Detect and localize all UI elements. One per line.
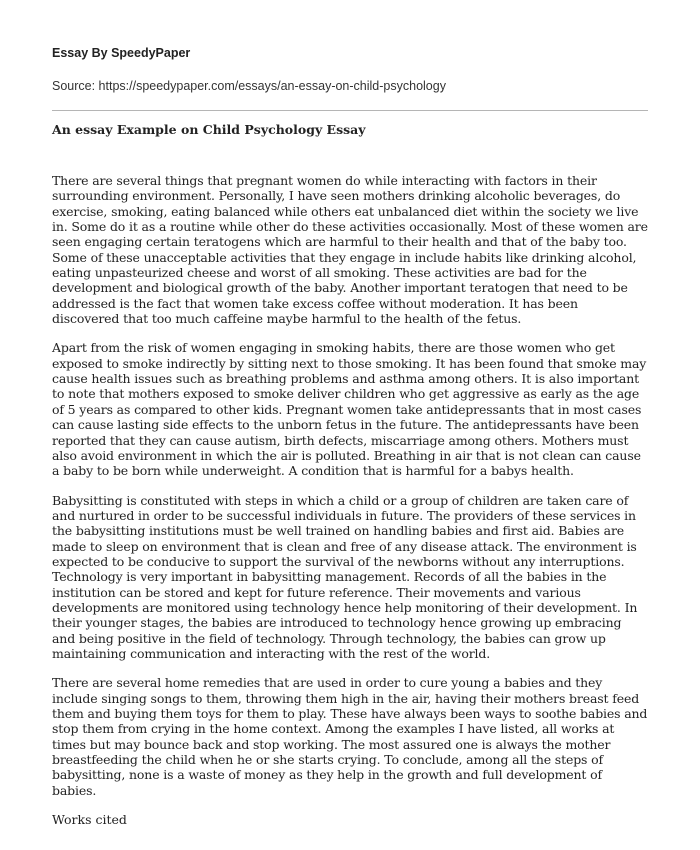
essay-paragraph-3: Babysitting is constituted with steps in which a child or a group of children are taken care of and nurtured in order to be successful individuals in future. The providers of these services in the babysitting institutions must be well trained on handling babies and first aid. Babies are made to sleep on environment that is clean and free of any disease attack. The environment is expected to be conducive to support the survival of the newborns without any interruptions. Technology is very important in babysitting management. Records of all the babies in the institution can be stored and kept for future reference. Their movements and various developments are monitored using technology hence help monitoring of their development. In their younger stages, the babies are introduced to technology hence growing up embracing and being positive in the field of technology. Through technology, the babies can grow up maintaining communication and interacting with the rest of the world. xyxy=(52,492,638,661)
essay-paragraph-1: There are several things that pregnant women do while interacting with factors in their surrounding environment. Personally, I have seen mothers drinking alcoholic beverages, do exercise, smoking, eating balanced while others eat unbalanced diet within the society we live in. Some do it as a routine while other do these activities occasionally. Most of these women are seen engaging certain teratogens which are harmful to their health and that of the baby too. Some of these unacceptable activities that they engage in include habits like drinking alcohol, eating unpasteurized cheese and worst of all smoking. These activities are bad for the development and biological growth of the baby. Another important teratogen that need to be addressed is the fact that women take excess coffee without moderation. It has been discovered that too much caffeine maybe harmful to the health of the fetus. xyxy=(52,173,648,327)
source-line: Source: https://speedypaper.com/essays/an-essay-on-child-psychology xyxy=(52,79,446,93)
essay-paragraph-2: Apart from the risk of women engaging in smoking habits, there are those women who get exposed to smoke indirectly by sitting next to those smoking. It has been found that smoke may cause health issues such as breathing problems and asthma among others. It is also important to note that mothers exposed to smoke deliver children who get aggressive as early as the age of 5 years as compared to other kids. Pregnant women take antidepressants that in most cases can cause lasting side effects to the unborn fetus in the future. The antidepressants have been reported that they can cause autism, birth defects, miscarriage among others. Mothers must also avoid environment in which the air is polluted. Breathing in air that is not clean can cause a baby to be born while underweight. A condition that is harmful for a babys health. xyxy=(52,340,647,479)
header-divider xyxy=(52,110,648,111)
essay-body xyxy=(52,173,648,798)
works-cited-heading: Works cited xyxy=(52,812,127,828)
essay-title: An essay Example on Child Psychology Essay xyxy=(52,122,366,137)
essay-paragraph-4: There are several home remedies that are used in order to cure young a babies and they include singing songs to them, throwing them high in the air, having their mothers breast feed them and buying them toys for them to play. These have always been ways to soothe babies and stop them from crying in the home context. Among the examples I have listed, all works at times but may bounce back and stop working. The most assured one is always the mother breastfeeding the child when he or she starts crying. To conclude, among all the steps of babysitting, none is a waste of money as they help in the growth and full development of babies. xyxy=(52,675,648,798)
site-title: Essay By SpeedyPaper xyxy=(52,46,191,60)
